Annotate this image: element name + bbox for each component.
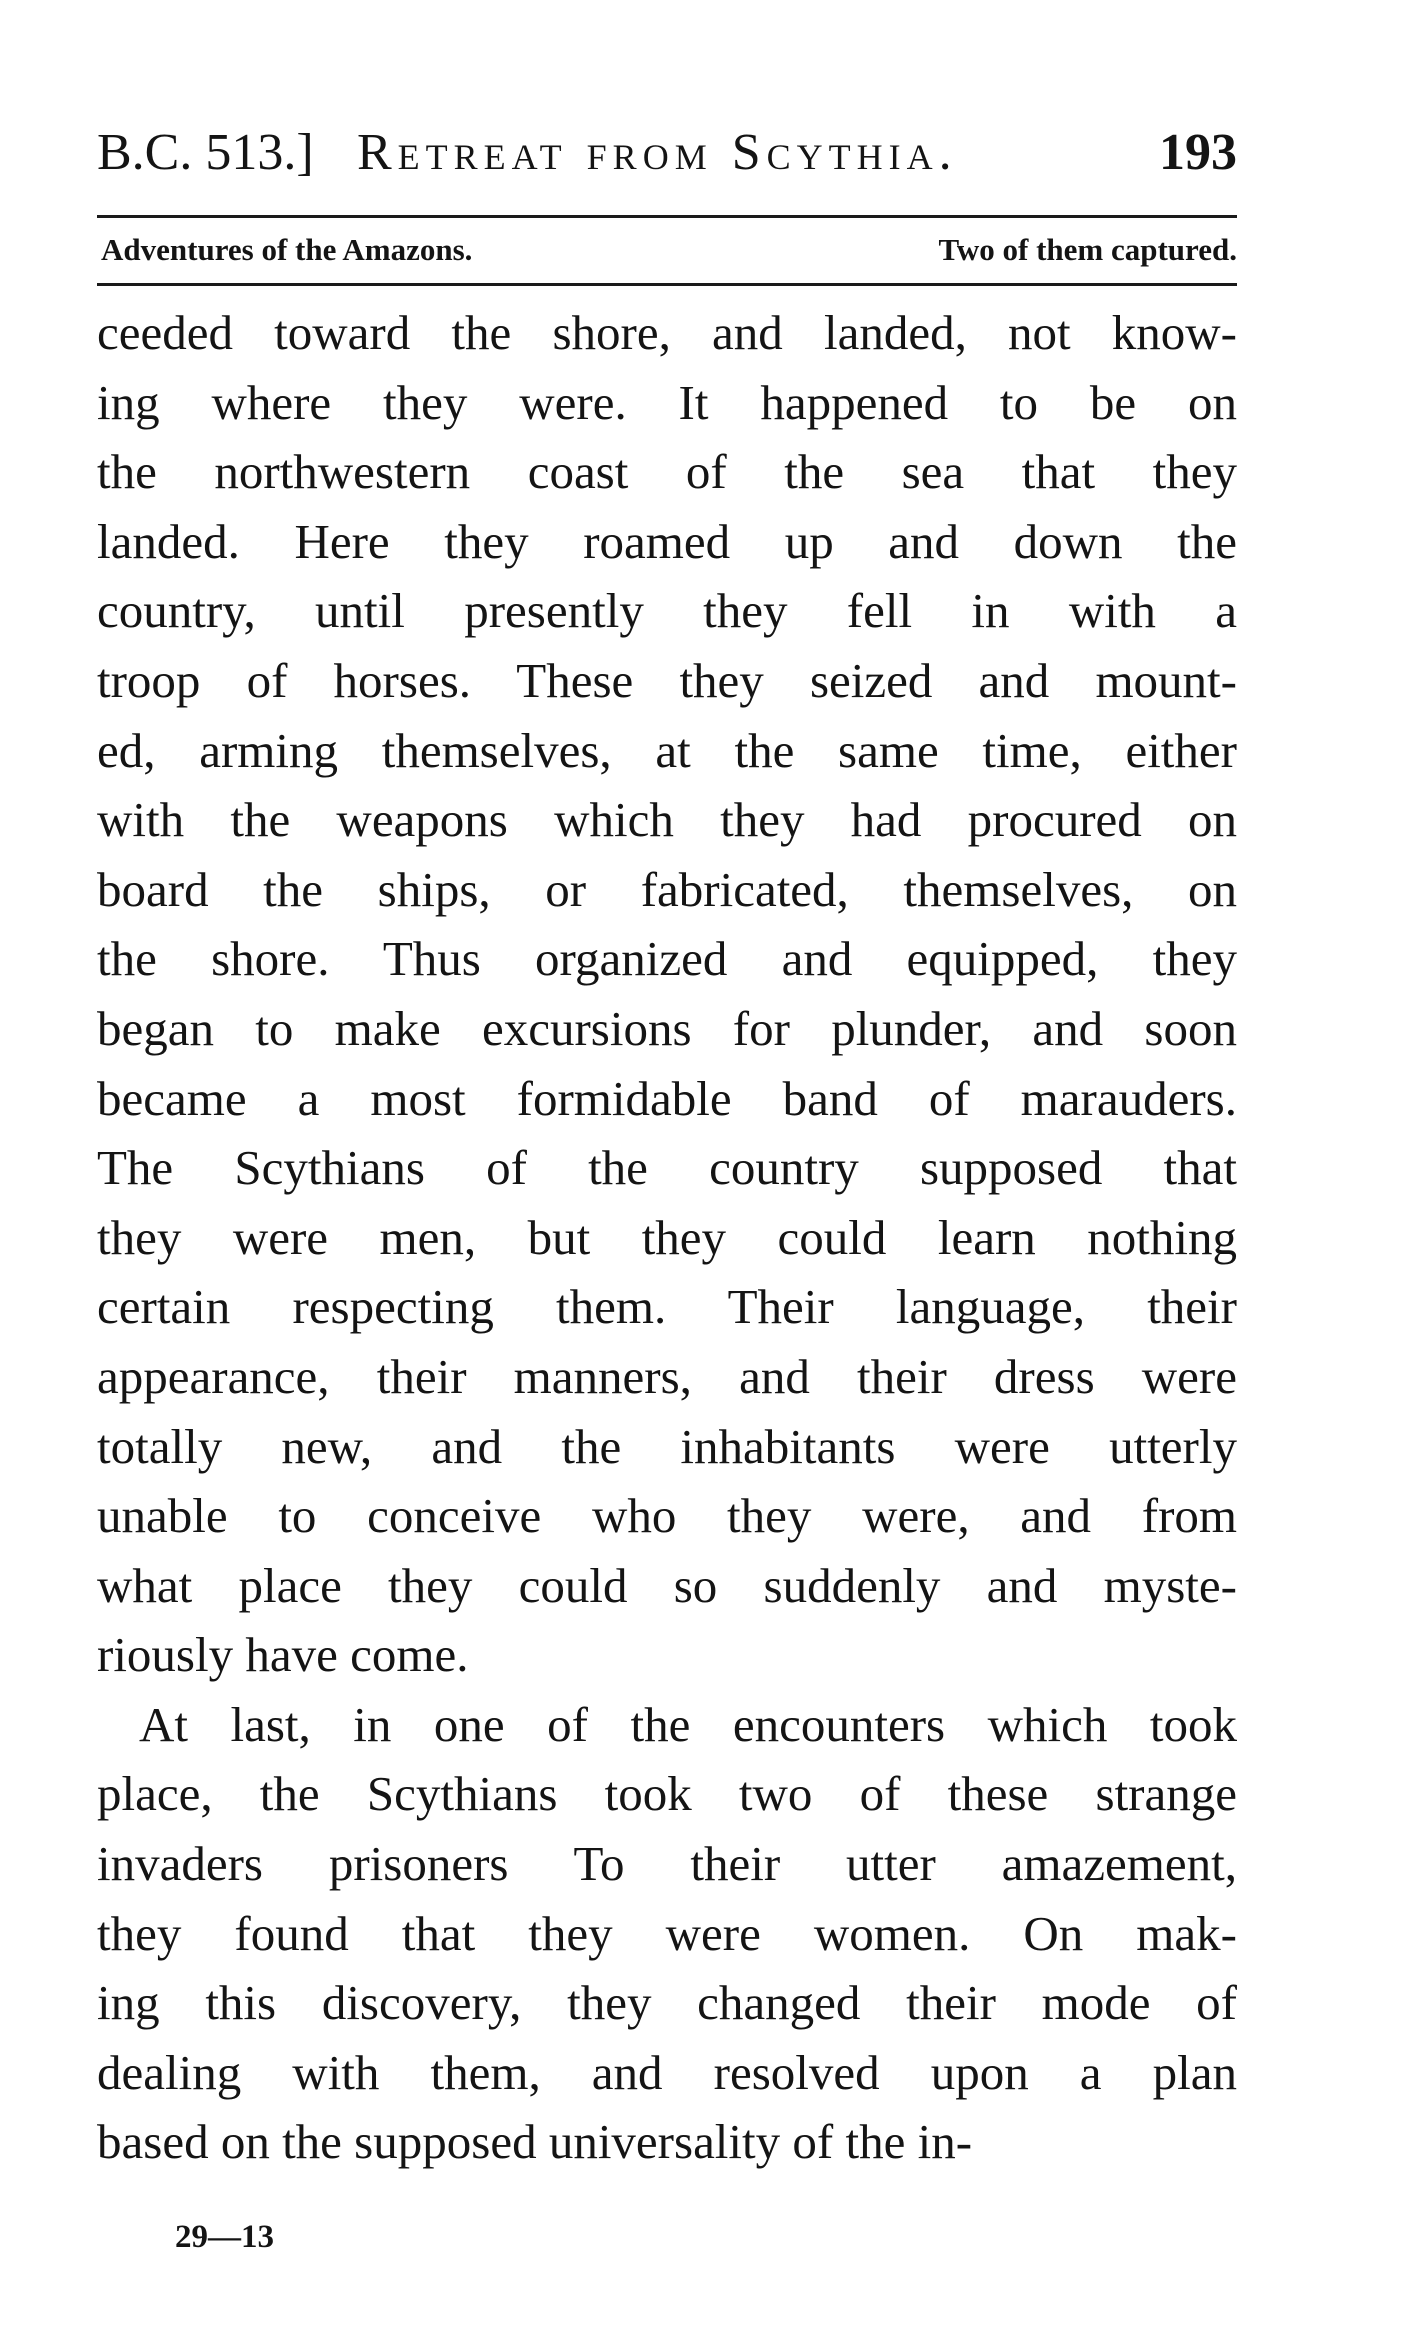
text-line: they found that they were women. On mak- [97,1905,1237,1961]
text-line: ing where they were. It happened to be on [97,374,1237,430]
text-line: The Scythians of the country supposed that [97,1140,1237,1196]
text-line: place, the Scythians took two of these strange [97,1766,1237,1822]
text-line: what place they could so suddenly and myste- [97,1557,1237,1613]
text-line: the northwestern coast of the sea that they [97,444,1237,500]
subheading [97,222,1237,278]
text-line: ed, arming themselves, at the same time, either [97,722,1237,778]
text-line: country, until presently they fell in with a [97,583,1237,639]
text-line: they were men, but they could learn nothing [97,1209,1237,1265]
signature-mark: 29—13 [175,2219,274,2255]
header-rule-top [97,215,1237,218]
text-line: with the weapons which they had procured on [97,792,1237,848]
text-line: ing this discovery, they changed their mode of [97,1975,1237,2031]
text-line: totally new, and the inhabitants were utterly [97,1418,1237,1474]
text-line: appearance, their manners, and their dress were [97,1348,1237,1404]
text-line: At last, in one of the encounters which took [139,1696,1237,1752]
subheading-right: Two of them captured. [938,232,1237,267]
running-head [97,118,1237,188]
text-line: troop of horses. These they seized and mount- [97,652,1237,708]
text-line: riously have come. [97,1627,469,1683]
text-line: ceeded toward the shore, and landed, not know- [97,305,1237,360]
text-line: the shore. Thus organized and equipped, they [97,931,1237,987]
text-line: began to make excursions for plunder, and soon [97,1000,1237,1056]
text-line: became a most formidable band of marauders. [97,1070,1237,1126]
subheading-left: Adventures of the Amazons. [101,232,473,267]
text-line: board the ships, or fabricated, themselves, on [97,861,1237,917]
running-head-title: Retreat from Scythia. [357,124,958,181]
text-line: landed. Here they roamed up and down the [97,513,1237,569]
header-rule-bottom [97,283,1237,286]
page-number: 193 [1159,124,1237,181]
body-text [97,298,1237,2177]
text-line: invaders prisoners To their utter amazement, [97,1836,1237,1892]
text-line: based on the supposed universality of the in- [97,2114,973,2170]
text-line: certain respecting them. Their language, their [97,1279,1237,1335]
text-line: dealing with them, and resolved upon a plan [97,2044,1237,2100]
running-head-date: B.C. 513.] [97,124,314,181]
text-line: unable to conceive who they were, and from [97,1488,1237,1544]
